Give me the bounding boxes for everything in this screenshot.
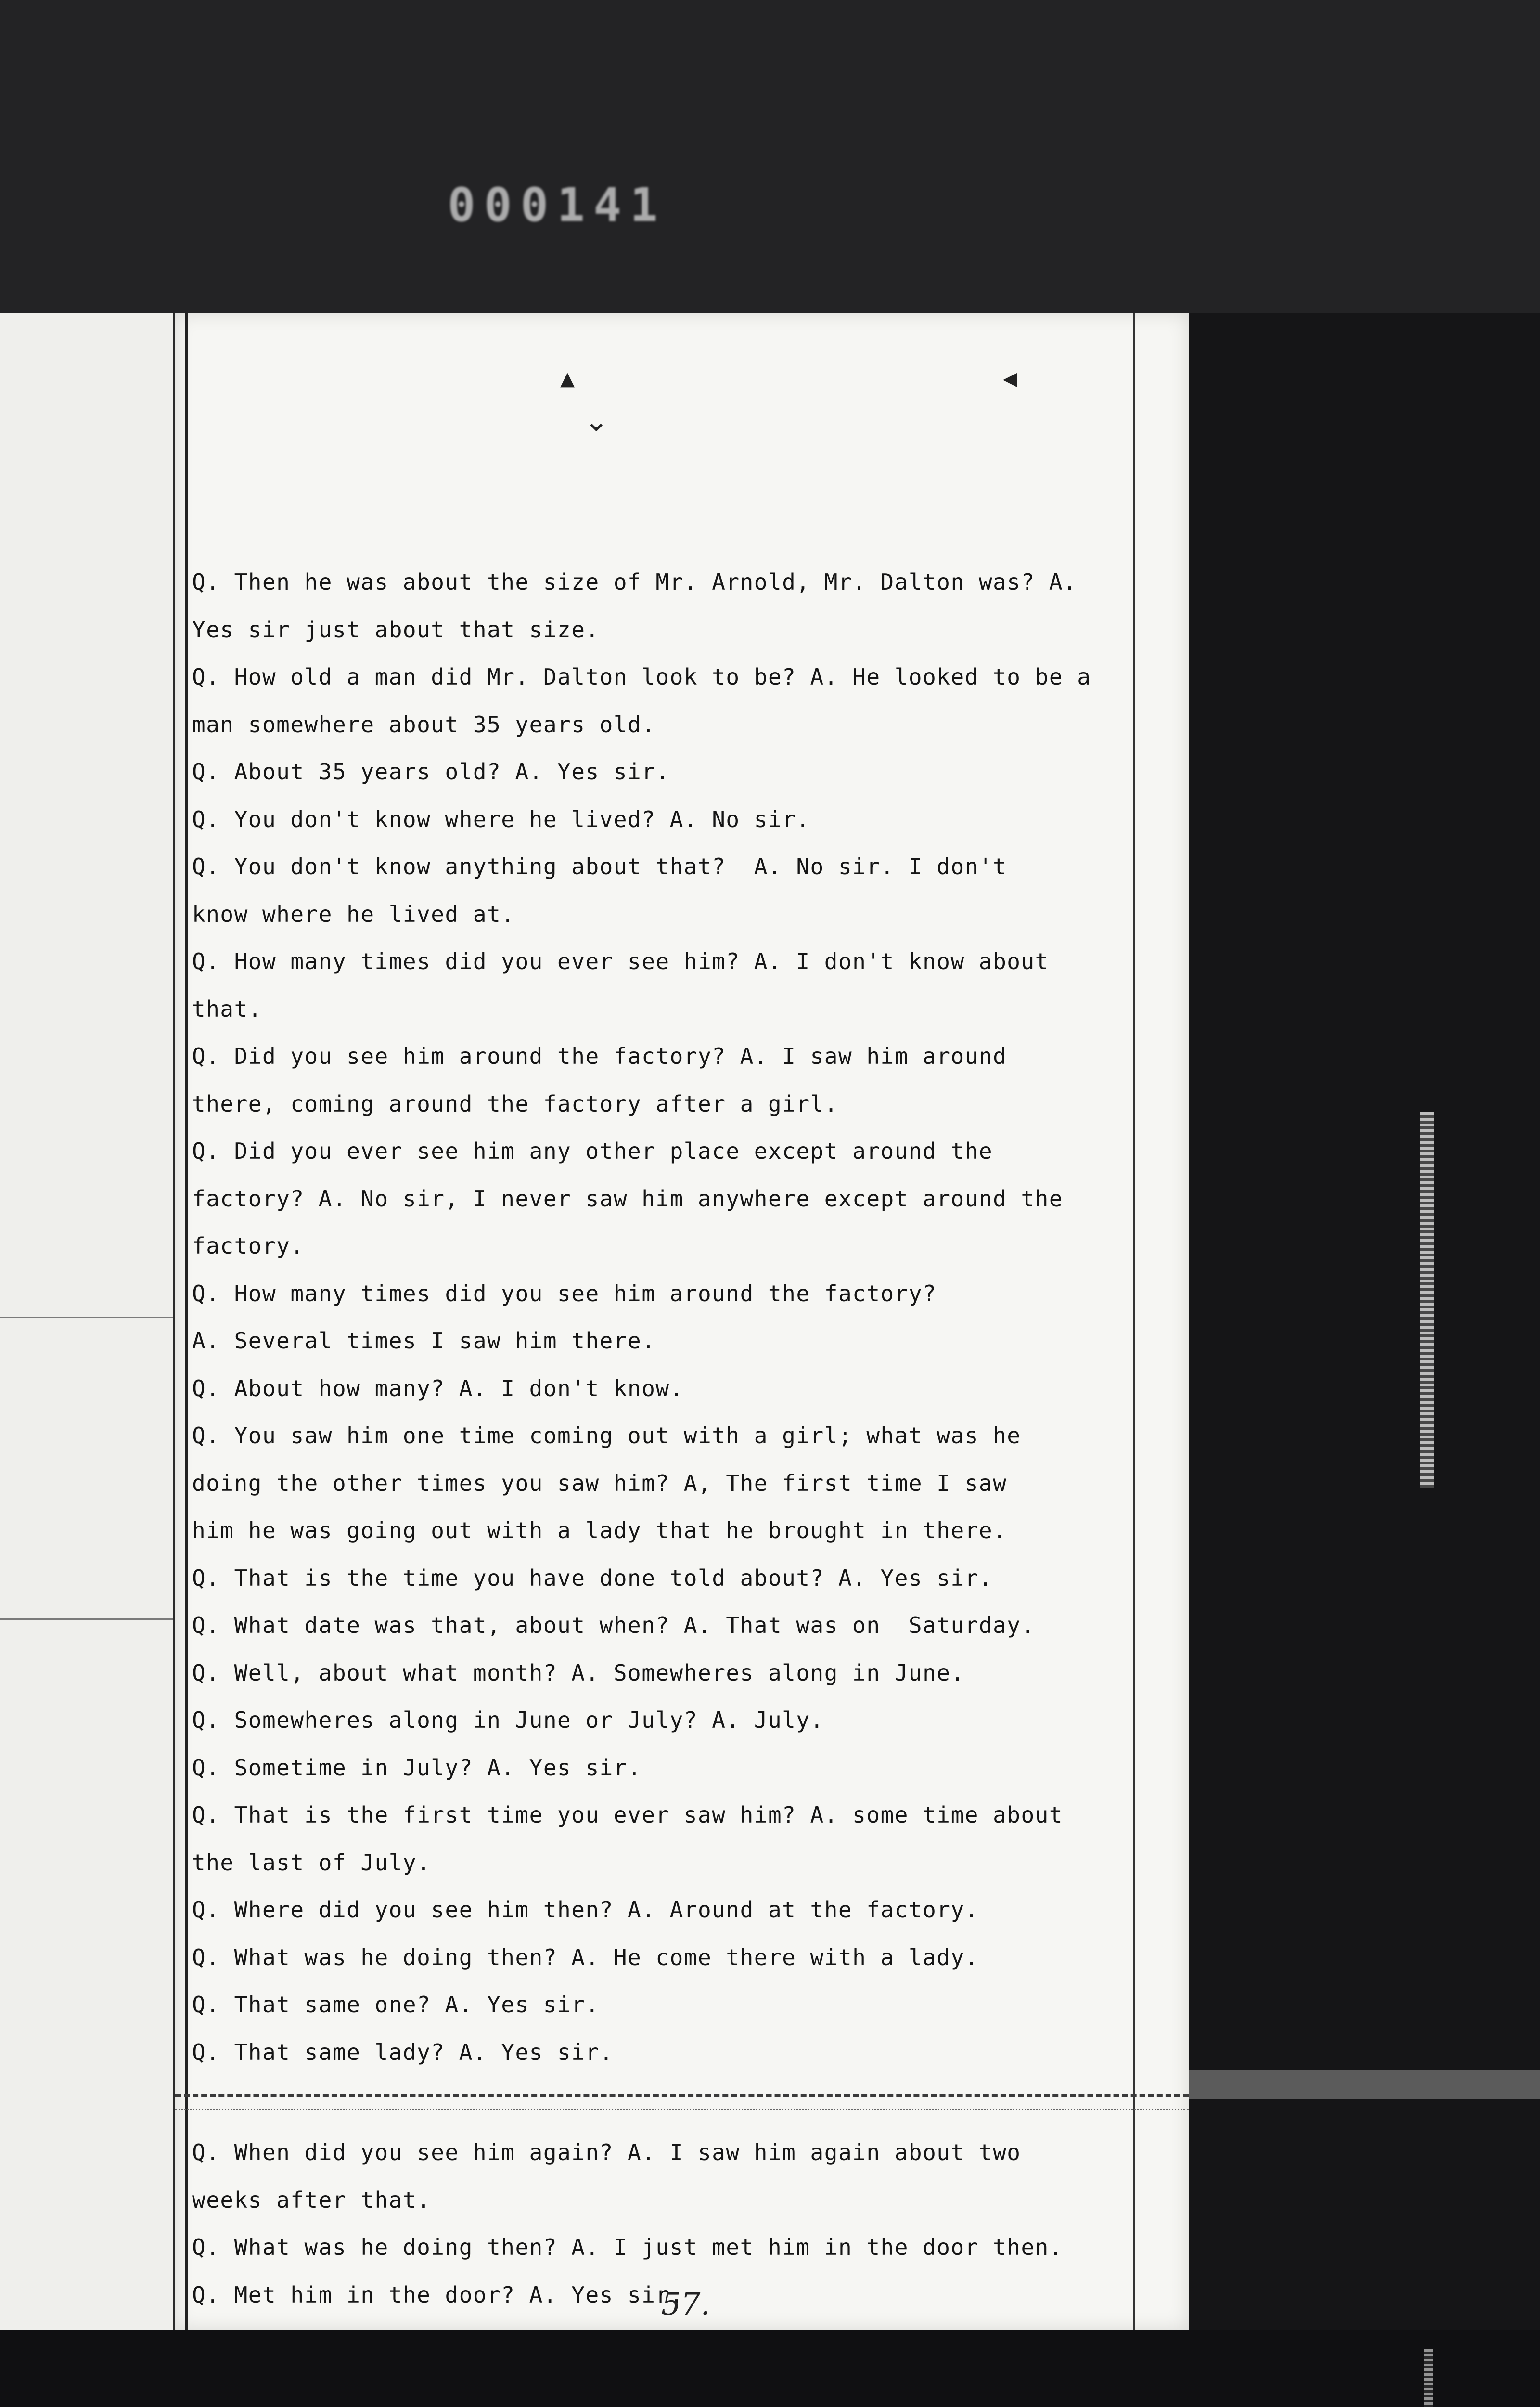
adjacent-page-strip (0, 313, 175, 2330)
transcript-line: Q. Then he was about the size of Mr. Arnold, Mr. Dalton was? A. (192, 569, 1078, 595)
page-tear-gap (192, 2076, 1121, 2129)
transcript-line: him he was going out with a lady that he brought in there. (192, 1517, 1007, 1543)
transcript-lines (192, 558, 1121, 2318)
transcript-line: Q. You don't know where he lived? A. No sir. (192, 806, 810, 832)
transcript-line: Q. You saw him one time coming out with a girl; what was he (192, 1423, 1021, 1449)
smudge-mark: ◂ (1003, 361, 1018, 395)
transcript-line: man somewhere about 35 years old. (192, 711, 656, 738)
page-left-margin-rule (185, 313, 188, 2330)
transcript-line: Q. That is the first time you ever saw him? A. some time about (192, 1802, 1064, 1828)
page-tear-line (175, 2094, 1189, 2097)
transcript-line: factory. (192, 1233, 305, 1259)
film-perforation-mark (1420, 1112, 1434, 1488)
transcript-line: Q. How many times did you see him around the factory? (192, 1280, 937, 1307)
film-top-margin (0, 0, 1540, 313)
smudge-mark: ▴ (560, 361, 575, 395)
smudge-mark: ⌄ (584, 404, 609, 438)
page-number: 57. (661, 2287, 710, 2322)
transcript-line: know where he lived at. (192, 901, 515, 927)
transcript-page (175, 313, 1189, 2330)
transcript-line: Q. Met him in the door? A. Yes sir. (192, 2281, 684, 2308)
transcript-line: Q. What was he doing then? A. I just met him in the door then. (192, 2234, 1064, 2260)
transcript-line: Q. Where did you see him then? A. Around at the factory. (192, 1897, 979, 1923)
adjacent-page-rule (0, 1317, 173, 1318)
transcript-line: Q. Well, about what month? A. Somewheres along in June. (192, 1659, 965, 1686)
transcript-line: that. (192, 996, 262, 1022)
transcript-line: Yes sir just about that size. (192, 616, 600, 643)
transcript-line: Q. What date was that, about when? A. That was on Saturday. (192, 1612, 1035, 1638)
transcript-line: Q. What was he doing then? A. He come there with a lady. (192, 1944, 979, 1970)
transcript-line: Q. That same one? A. Yes sir. (192, 1992, 600, 2018)
film-edge-strip (1189, 2070, 1540, 2099)
transcript-line: Q. Sometime in July? A. Yes sir. (192, 1754, 642, 1781)
transcript-line: Q. About 35 years old? A. Yes sir. (192, 759, 670, 785)
page-right-margin-rule (1133, 313, 1135, 2330)
transcript-line: Q. Did you see him around the factory? A. I saw him around (192, 1043, 1007, 1069)
transcript-line: Q. When did you see him again? A. I saw him again about two (192, 2139, 1021, 2165)
transcript-line: Q. How many times did you ever see him? A. I don't know about (192, 948, 1049, 974)
transcript-line: Q. Did you ever see him any other place except around the (192, 1138, 993, 1164)
transcript-line: Q. About how many? A. I don't know. (192, 1375, 684, 1401)
transcript-line: Q. That is the time you have done told about? A. Yes sir. (192, 1565, 993, 1591)
transcript-line: Q. How old a man did Mr. Dalton look to be? A. He looked to be a (192, 664, 1091, 690)
transcript-line: weeks after that. (192, 2187, 431, 2213)
transcript-line: Q. You don't know anything about that? A. No sir. I don't (192, 854, 1007, 880)
frame-number-stamp: 000141 (448, 178, 667, 232)
transcript-line: factory? A. No sir, I never saw him anywhere except around the (192, 1185, 1064, 1212)
transcript-line: the last of July. (192, 1849, 431, 1876)
transcript-line: Q. Somewheres along in June or July? A. July. (192, 1707, 824, 1733)
film-bottom-margin (0, 2330, 1540, 2407)
transcript-line: A. Several times I saw him there. (192, 1328, 656, 1354)
transcript-line: there, coming around the factory after a girl. (192, 1090, 838, 1117)
adjacent-page-rule (0, 1618, 173, 1620)
transcript-line: doing the other times you saw him? A, The first time I saw (192, 1470, 1007, 1496)
film-perforation-mark (1424, 2349, 1433, 2407)
transcript-line: Q. That same lady? A. Yes sir. (192, 2039, 614, 2065)
page-tear-line (175, 2109, 1189, 2110)
